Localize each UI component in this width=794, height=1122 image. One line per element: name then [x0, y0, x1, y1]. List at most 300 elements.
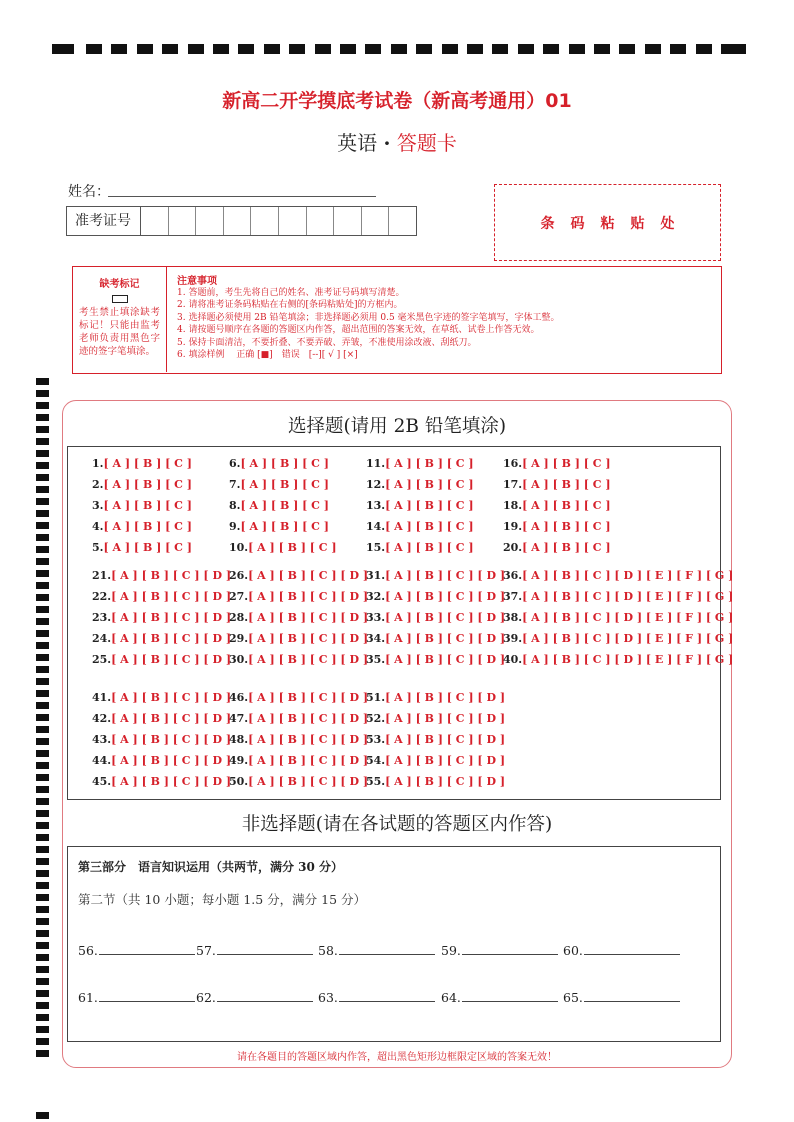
- answer-options[interactable]: [ A ] [ B ] [ C ]: [103, 520, 192, 533]
- question-number: 3.: [92, 499, 104, 512]
- question-number: 11.: [366, 457, 386, 470]
- timing-mark: [36, 870, 49, 877]
- notice-heading: 注意事项: [177, 276, 217, 287]
- answer-options[interactable]: [ A ] [ B ] [ C ]: [240, 478, 329, 491]
- question-item[interactable]: [366, 611, 505, 624]
- question-number: 46.: [229, 691, 249, 704]
- question-number: 32.: [366, 590, 386, 603]
- answer-blank[interactable]: [584, 944, 680, 955]
- question-number: 25.: [92, 653, 112, 666]
- question-item[interactable]: [366, 632, 505, 645]
- timing-mark: [36, 666, 49, 673]
- answer-options[interactable]: [ A ] [ B ] [ C ]: [103, 457, 192, 470]
- question-number: 26.: [229, 569, 249, 582]
- answer-options[interactable]: [ A ] [ B ] [ C ] [ D ]: [248, 754, 369, 767]
- id-digit-cell[interactable]: [389, 207, 416, 235]
- question-item[interactable]: [503, 499, 611, 512]
- timing-mark: [36, 942, 49, 949]
- timing-mark: [36, 762, 49, 769]
- question-number: 55.: [366, 775, 386, 788]
- answer-options[interactable]: [ A ] [ B ] [ C ]: [385, 499, 474, 512]
- answer-options[interactable]: [ A ] [ B ] [ C ] [ D ]: [385, 611, 506, 624]
- answer-options[interactable]: [ A ] [ B ] [ C ] [ D ] [ E ] [ F ] [ G ]: [522, 632, 734, 645]
- blank-item: [441, 990, 558, 1005]
- timing-mark: [36, 546, 49, 553]
- question-item[interactable]: [366, 733, 505, 746]
- timing-mark: [36, 882, 49, 889]
- answer-options[interactable]: [ A ] [ B ] [ C ] [ D ]: [248, 712, 369, 725]
- left-timing-marks: [36, 378, 50, 1118]
- answer-options[interactable]: [ A ] [ B ] [ C ]: [385, 478, 474, 491]
- question-item[interactable]: [92, 478, 192, 491]
- section-subtitle: 第二节（共 10 小题；每小题 1.5 分，满分 15 分）: [78, 892, 367, 907]
- answer-options[interactable]: [ A ] [ B ] [ C ]: [385, 520, 474, 533]
- question-item[interactable]: [366, 754, 505, 767]
- question-number: 6.: [229, 457, 241, 470]
- question-item[interactable]: [229, 611, 368, 624]
- answer-options[interactable]: [ A ] [ B ] [ C ] [ D ]: [111, 569, 232, 582]
- answer-blank[interactable]: [339, 991, 435, 1002]
- answer-blank[interactable]: [462, 991, 558, 1002]
- blank-number: 64.: [441, 990, 461, 1005]
- answer-options[interactable]: [ A ] [ B ] [ C ] [ D ]: [111, 632, 232, 645]
- timing-mark: [36, 798, 49, 805]
- answer-options[interactable]: [ A ] [ B ] [ C ] [ D ]: [248, 611, 369, 624]
- question-item[interactable]: [92, 457, 192, 470]
- answer-options[interactable]: [ A ] [ B ] [ C ] [ D ] [ E ] [ F ] [ G ]: [522, 653, 734, 666]
- question-number: 16.: [503, 457, 523, 470]
- name-field[interactable]: [108, 196, 376, 197]
- question-item[interactable]: [366, 541, 474, 554]
- mc-answer-box: [67, 446, 734, 800]
- question-item[interactable]: [503, 590, 733, 603]
- question-item[interactable]: [92, 653, 231, 666]
- question-number: 4.: [92, 520, 104, 533]
- answer-options[interactable]: [ A ] [ B ] [ C ] [ D ]: [248, 653, 369, 666]
- part-title: 第三部分 语言知识运用（共两节，满分 30 分）: [78, 860, 344, 874]
- blank-item: [563, 990, 680, 1005]
- notice-line: 4. 请按题号顺序在各题的答题区内作答，超出范围的答案无效，在草纸、试卷上作答无效。: [177, 325, 540, 336]
- timing-mark: [36, 450, 49, 457]
- timing-mark: [162, 44, 178, 54]
- question-number: 12.: [366, 478, 386, 491]
- answer-options[interactable]: [ A ] [ B ] [ C ]: [240, 457, 329, 470]
- answer-blank[interactable]: [462, 944, 558, 955]
- id-digit-cell[interactable]: [169, 207, 197, 235]
- question-item[interactable]: [229, 632, 368, 645]
- timing-mark: [36, 462, 49, 469]
- question-item[interactable]: [229, 541, 337, 554]
- blank-number: 65.: [563, 990, 583, 1005]
- question-item[interactable]: [92, 754, 231, 767]
- timing-mark: [36, 918, 49, 925]
- answer-options[interactable]: [ A ] [ B ] [ C ] [ D ] [ E ] [ F ] [ G ]: [522, 569, 734, 582]
- blank-number: 61.: [78, 990, 98, 1005]
- timing-mark: [36, 654, 49, 661]
- notice-line: 1. 答题前，考生先将自己的姓名、准考证号码填写清楚。: [177, 288, 405, 298]
- question-number: 43.: [92, 733, 112, 746]
- question-item[interactable]: [229, 520, 329, 533]
- timing-mark: [36, 510, 49, 517]
- question-item[interactable]: [503, 478, 611, 491]
- question-number: 24.: [92, 632, 112, 645]
- timing-mark: [619, 44, 635, 54]
- question-number: 51.: [366, 691, 386, 704]
- question-item[interactable]: [503, 632, 733, 645]
- timing-mark: [36, 582, 49, 589]
- question-number: 13.: [366, 499, 386, 512]
- timing-mark: [36, 858, 49, 865]
- answer-options[interactable]: [ A ] [ B ] [ C ] [ D ]: [111, 653, 232, 666]
- question-item[interactable]: [366, 478, 474, 491]
- question-item[interactable]: [229, 733, 368, 746]
- question-item[interactable]: [92, 632, 231, 645]
- timing-mark: [36, 378, 49, 385]
- answer-options[interactable]: [ A ] [ B ] [ C ] [ D ]: [248, 775, 369, 788]
- answer-blank[interactable]: [217, 944, 313, 955]
- timing-mark: [365, 44, 381, 54]
- question-item[interactable]: [92, 569, 231, 582]
- question-number: 5.: [92, 541, 104, 554]
- answer-options[interactable]: [ A ] [ B ] [ C ] [ D ]: [111, 611, 232, 624]
- footer-note: 请在各题目的答题区域内作答，超出黑色矩形边框限定区域的答案无效！: [237, 1052, 557, 1063]
- timing-mark: [36, 1014, 49, 1021]
- blank-number: 62.: [196, 990, 216, 1005]
- timing-mark: [36, 990, 49, 997]
- timing-mark: [670, 44, 686, 54]
- question-number: 37.: [503, 590, 523, 603]
- question-item[interactable]: [366, 712, 505, 725]
- timing-mark: [137, 44, 153, 54]
- answer-options[interactable]: [ A ] [ B ] [ C ] [ D ]: [111, 590, 232, 603]
- blank-item: [78, 943, 195, 958]
- answer-options[interactable]: [ A ] [ B ] [ C ]: [385, 457, 474, 470]
- question-number: 49.: [229, 754, 249, 767]
- question-number: 53.: [366, 733, 386, 746]
- question-item[interactable]: [92, 712, 231, 725]
- timing-mark: [518, 44, 534, 54]
- question-item[interactable]: [503, 520, 611, 533]
- blank-number: 60.: [563, 943, 583, 958]
- blank-item: [78, 990, 195, 1005]
- answer-options[interactable]: [ A ] [ B ] [ C ] [ D ]: [385, 632, 506, 645]
- top-timing-marks: [52, 44, 746, 56]
- question-number: 40.: [503, 653, 523, 666]
- question-item[interactable]: [92, 541, 192, 554]
- question-item[interactable]: [229, 478, 329, 491]
- answer-options[interactable]: [ A ] [ B ] [ C ] [ D ]: [385, 775, 506, 788]
- subtitle-dot: ·: [383, 131, 391, 155]
- question-item[interactable]: [366, 775, 505, 788]
- timing-mark: [442, 44, 458, 54]
- answer-options[interactable]: [ A ] [ B ] [ C ]: [522, 520, 611, 533]
- timing-mark: [492, 44, 508, 54]
- blank-number: 57.: [196, 943, 216, 958]
- answer-options[interactable]: [ A ] [ B ] [ C ] [ D ] [ E ] [ F ] [ G ]: [522, 611, 734, 624]
- id-digit-cell[interactable]: [141, 207, 169, 235]
- question-item[interactable]: [229, 754, 368, 767]
- question-item[interactable]: [229, 590, 368, 603]
- answer-options[interactable]: [ A ] [ B ] [ C ] [ D ]: [111, 775, 232, 788]
- answer-options[interactable]: [ A ] [ B ] [ C ] [ D ]: [111, 712, 232, 725]
- question-number: 34.: [366, 632, 386, 645]
- answer-options[interactable]: [ A ] [ B ] [ C ] [ D ]: [385, 691, 506, 704]
- question-item[interactable]: [366, 499, 474, 512]
- blank-item: [318, 943, 435, 958]
- timing-mark: [645, 44, 661, 54]
- blank-item: [441, 943, 558, 958]
- question-item[interactable]: [92, 590, 231, 603]
- question-number: 8.: [229, 499, 241, 512]
- answer-options[interactable]: [ A ] [ B ] [ C ] [ D ]: [248, 733, 369, 746]
- timing-mark: [569, 44, 585, 54]
- question-item[interactable]: [503, 457, 611, 470]
- id-digit-cell[interactable]: [307, 207, 335, 235]
- question-item[interactable]: [229, 691, 368, 704]
- timing-mark: [36, 558, 49, 565]
- answer-options[interactable]: [ A ] [ B ] [ C ]: [103, 499, 192, 512]
- question-number: 18.: [503, 499, 523, 512]
- answer-options[interactable]: [ A ] [ B ] [ C ] [ D ]: [248, 691, 369, 704]
- timing-mark: [36, 954, 49, 961]
- blank-number: 58.: [318, 943, 338, 958]
- answer-blank[interactable]: [217, 991, 313, 1002]
- question-number: 19.: [503, 520, 523, 533]
- timing-mark: [36, 726, 49, 733]
- question-number: 48.: [229, 733, 249, 746]
- answer-options[interactable]: [ A ] [ B ] [ C ]: [248, 541, 337, 554]
- question-item[interactable]: [92, 775, 231, 788]
- question-item[interactable]: [92, 520, 192, 533]
- question-number: 54.: [366, 754, 386, 767]
- question-number: 2.: [92, 478, 104, 491]
- timing-mark: [696, 44, 712, 54]
- question-number: 17.: [503, 478, 523, 491]
- timing-mark: [52, 44, 74, 54]
- answer-options[interactable]: [ A ] [ B ] [ C ] [ D ]: [248, 590, 369, 603]
- answer-blank[interactable]: [99, 991, 195, 1002]
- timing-mark: [391, 44, 407, 54]
- timing-mark: [36, 1002, 49, 1009]
- answer-options[interactable]: [ A ] [ B ] [ C ] [ D ]: [385, 712, 506, 725]
- timing-mark: [36, 594, 49, 601]
- answer-options[interactable]: [ A ] [ B ] [ C ]: [385, 541, 474, 554]
- answer-blank[interactable]: [339, 944, 435, 955]
- blank-number: 63.: [318, 990, 338, 1005]
- timing-mark: [36, 738, 49, 745]
- question-number: 1.: [92, 457, 104, 470]
- question-item[interactable]: [92, 691, 231, 704]
- timing-mark: [188, 44, 204, 54]
- question-number: 29.: [229, 632, 249, 645]
- answer-options[interactable]: [ A ] [ B ] [ C ]: [522, 478, 611, 491]
- id-digit-cell[interactable]: [362, 207, 390, 235]
- timing-mark: [86, 44, 102, 54]
- question-item[interactable]: [229, 653, 368, 666]
- answer-options[interactable]: [ A ] [ B ] [ C ]: [240, 499, 329, 512]
- question-number: 21.: [92, 569, 112, 582]
- blank-item: [196, 990, 313, 1005]
- question-item[interactable]: [92, 733, 231, 746]
- page-title: 新高二开学摸底考试卷（新高考通用）01: [222, 90, 572, 112]
- question-item[interactable]: [229, 499, 329, 512]
- question-item[interactable]: [229, 457, 329, 470]
- question-number: 10.: [229, 541, 249, 554]
- id-digit-cell[interactable]: [224, 207, 252, 235]
- timing-mark: [36, 618, 49, 625]
- question-number: 50.: [229, 775, 249, 788]
- notice-box: [72, 266, 722, 374]
- question-item[interactable]: [366, 653, 505, 666]
- question-item[interactable]: [503, 653, 733, 666]
- timing-mark: [730, 44, 746, 54]
- subject-label: 英语: [337, 131, 378, 155]
- question-item[interactable]: [503, 541, 611, 554]
- question-item[interactable]: [229, 712, 368, 725]
- blank-number: 56.: [78, 943, 98, 958]
- answer-blank[interactable]: [584, 991, 680, 1002]
- answer-options[interactable]: [ A ] [ B ] [ C ] [ D ]: [385, 590, 506, 603]
- question-item[interactable]: [503, 611, 733, 624]
- timing-mark: [36, 1112, 49, 1119]
- question-number: 31.: [366, 569, 386, 582]
- question-number: 33.: [366, 611, 386, 624]
- question-number: 38.: [503, 611, 523, 624]
- question-item[interactable]: [366, 520, 474, 533]
- timing-mark: [36, 606, 49, 613]
- question-number: 22.: [92, 590, 112, 603]
- question-number: 52.: [366, 712, 386, 725]
- timing-mark: [594, 44, 610, 54]
- timing-mark: [36, 702, 49, 709]
- barcode-area: 条码粘贴处: [494, 184, 721, 261]
- timing-mark: [36, 894, 49, 901]
- timing-mark: [36, 498, 49, 505]
- card-label: 答题卡: [396, 131, 457, 155]
- answer-options[interactable]: [ A ] [ B ] [ C ]: [103, 478, 192, 491]
- question-number: 30.: [229, 653, 249, 666]
- absent-heading: 缺考标记: [99, 279, 140, 290]
- timing-mark: [36, 522, 49, 529]
- question-number: 47.: [229, 712, 249, 725]
- answer-options[interactable]: [ A ] [ B ] [ C ] [ D ]: [385, 653, 506, 666]
- answer-blank[interactable]: [99, 944, 195, 955]
- timing-mark: [213, 44, 229, 54]
- timing-mark: [36, 966, 49, 973]
- answer-options[interactable]: [ A ] [ B ] [ C ] [ D ]: [385, 569, 506, 582]
- absent-mark-panel: [73, 267, 167, 372]
- answer-options[interactable]: [ A ] [ B ] [ C ] [ D ]: [111, 733, 232, 746]
- timing-mark: [36, 690, 49, 697]
- exam-id-field[interactable]: [66, 206, 417, 236]
- timing-mark: [36, 906, 49, 913]
- name-label: 姓名：: [68, 184, 110, 200]
- notice-line: 3. 选择题必须使用 2B 铅笔填涂；非选择题必须用 0.5 毫米黑色字迹的签字笔填写，字体工整。: [177, 312, 560, 323]
- timing-mark: [416, 44, 432, 54]
- answer-options[interactable]: [ A ] [ B ] [ C ]: [522, 499, 611, 512]
- timing-mark: [111, 44, 127, 54]
- absent-text: 考生禁止填涂缺考标记！只能由监考老师负责用黑色字迹的签字笔填涂。: [79, 307, 160, 357]
- question-item[interactable]: [229, 775, 368, 788]
- question-number: 9.: [229, 520, 241, 533]
- question-number: 14.: [366, 520, 386, 533]
- timing-mark: [36, 930, 49, 937]
- question-item[interactable]: [503, 569, 733, 582]
- answer-options[interactable]: [ A ] [ B ] [ C ]: [103, 541, 192, 554]
- id-digit-cell[interactable]: [196, 207, 224, 235]
- timing-mark: [36, 486, 49, 493]
- id-digit-cell[interactable]: [251, 207, 279, 235]
- answer-options[interactable]: [ A ] [ B ] [ C ]: [240, 520, 329, 533]
- question-item[interactable]: [366, 569, 505, 582]
- page-subtitle: [0, 127, 794, 156]
- question-number: 7.: [229, 478, 241, 491]
- timing-mark: [238, 44, 254, 54]
- question-number: 28.: [229, 611, 249, 624]
- question-item[interactable]: [366, 691, 505, 704]
- question-number: 42.: [92, 712, 112, 725]
- timing-mark: [36, 750, 49, 757]
- timing-mark: [36, 1026, 49, 1033]
- timing-mark: [289, 44, 305, 54]
- timing-mark: [36, 402, 49, 409]
- answer-options[interactable]: [ A ] [ B ] [ C ] [ D ]: [111, 691, 232, 704]
- question-item[interactable]: [366, 590, 505, 603]
- timing-mark: [36, 978, 49, 985]
- question-number: 15.: [366, 541, 386, 554]
- answer-options[interactable]: [ A ] [ B ] [ C ]: [522, 457, 611, 470]
- timing-mark: [36, 786, 49, 793]
- absent-mark-box[interactable]: [112, 295, 128, 303]
- timing-mark: [264, 44, 280, 54]
- answer-options[interactable]: [ A ] [ B ] [ C ] [ D ]: [385, 733, 506, 746]
- question-number: 35.: [366, 653, 386, 666]
- answer-options[interactable]: [ A ] [ B ] [ C ]: [522, 541, 611, 554]
- timing-mark: [36, 678, 49, 685]
- question-number: 36.: [503, 569, 523, 582]
- timing-mark: [36, 390, 49, 397]
- timing-mark: [36, 570, 49, 577]
- notice-line: 2. 请将准考证条码粘贴在右侧的[条码粘贴处]的方框内。: [177, 300, 403, 311]
- answer-options[interactable]: [ A ] [ B ] [ C ] [ D ]: [111, 754, 232, 767]
- answer-options[interactable]: [ A ] [ B ] [ C ] [ D ] [ E ] [ F ] [ G ]: [522, 590, 734, 603]
- timing-mark: [36, 534, 49, 541]
- exam-id-label: 准考证号: [67, 207, 141, 235]
- timing-mark: [36, 438, 49, 445]
- mc-section-title: 选择题(请用 2B 铅笔填涂): [287, 416, 507, 437]
- question-item[interactable]: [366, 457, 474, 470]
- question-number: 44.: [92, 754, 112, 767]
- timing-mark: [340, 44, 356, 54]
- timing-mark: [467, 44, 483, 54]
- timing-mark: [36, 774, 49, 781]
- notice-rules: [177, 272, 717, 361]
- answer-options[interactable]: [ A ] [ B ] [ C ] [ D ]: [385, 754, 506, 767]
- timing-mark: [36, 714, 49, 721]
- question-item[interactable]: [229, 569, 368, 582]
- timing-mark: [36, 642, 49, 649]
- question-item[interactable]: [92, 611, 231, 624]
- id-digit-cell[interactable]: [279, 207, 307, 235]
- id-digit-cell[interactable]: [334, 207, 362, 235]
- answer-options[interactable]: [ A ] [ B ] [ C ] [ D ]: [248, 569, 369, 582]
- blank-item: [563, 943, 680, 958]
- timing-mark: [36, 846, 49, 853]
- answer-options[interactable]: [ A ] [ B ] [ C ] [ D ]: [248, 632, 369, 645]
- notice-line: 5. 保持卡面清洁，不要折叠、不要弄破、弄皱，不准使用涂改液、刮纸刀。: [177, 337, 477, 348]
- question-item[interactable]: [92, 499, 192, 512]
- timing-mark: [36, 630, 49, 637]
